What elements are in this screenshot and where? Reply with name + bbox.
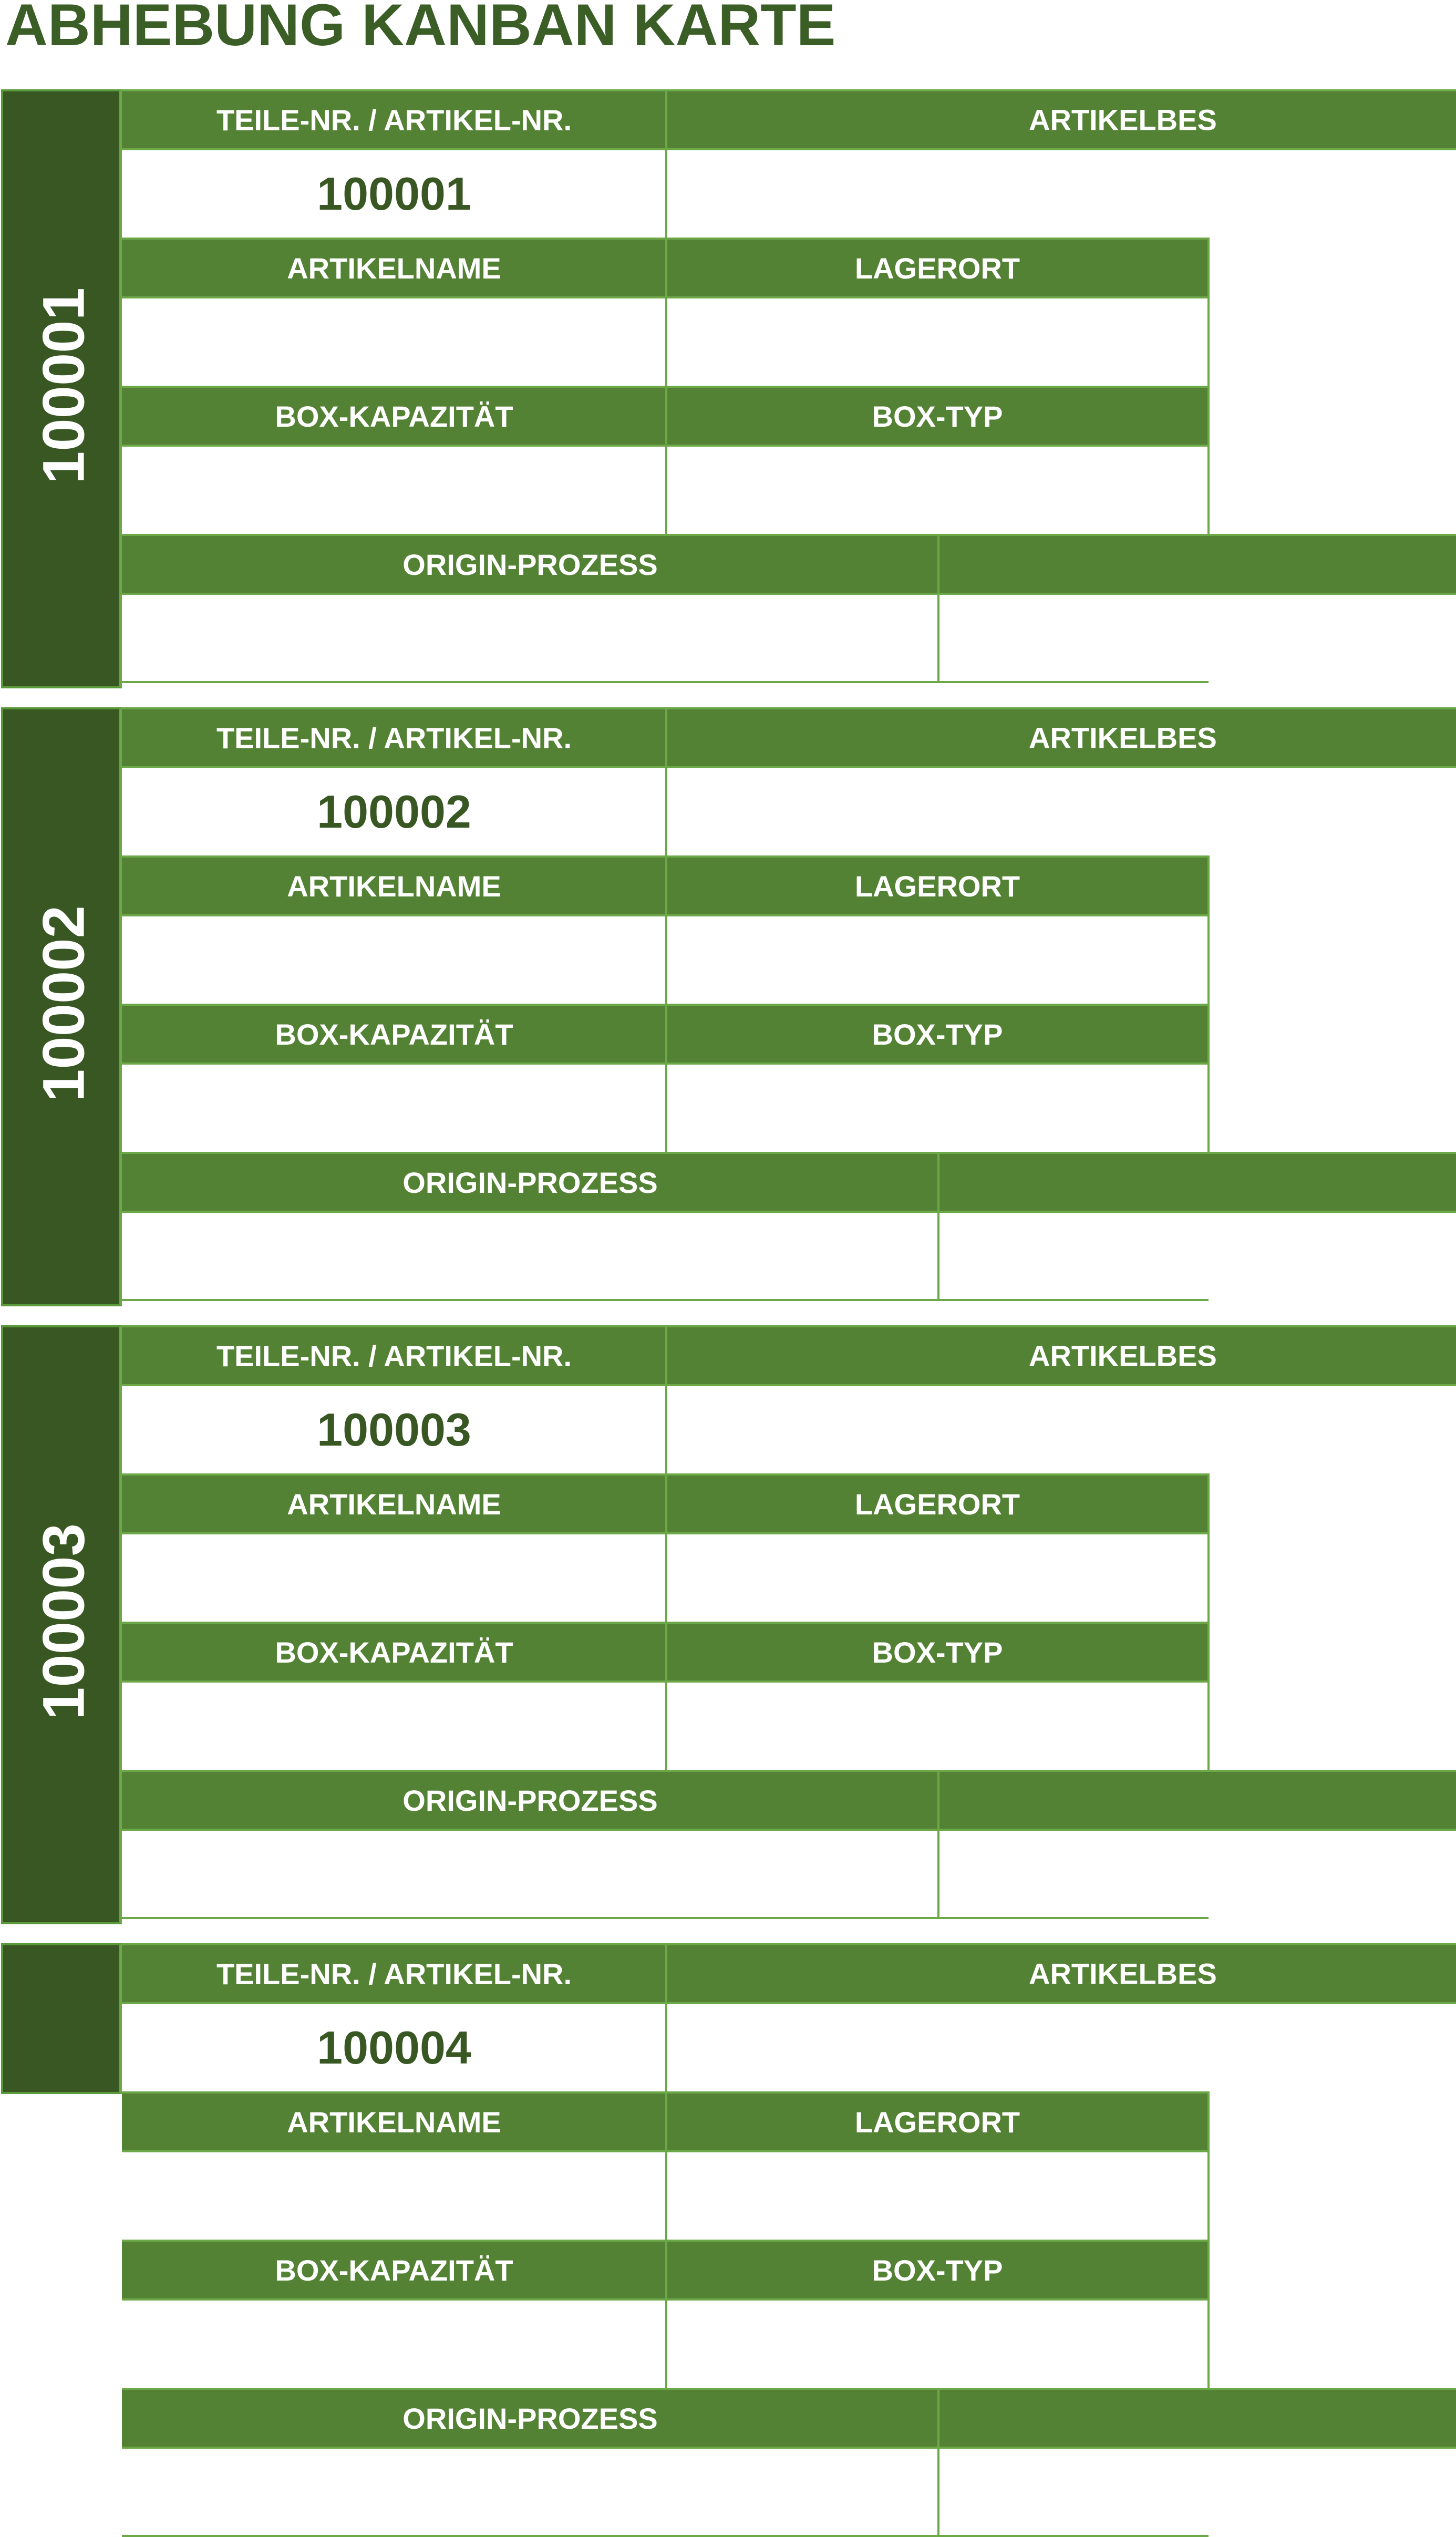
description-value[interactable]: [666, 2004, 1209, 2091]
part-number-text: 100004: [317, 2022, 471, 2074]
box-type-header: BOX-TYP: [666, 1622, 1209, 1683]
box-type-header: BOX-TYP: [666, 386, 1209, 447]
page-title: ABHEBUNG KANBAN KARTE: [5, 0, 836, 58]
box-capacity-value[interactable]: [122, 1065, 666, 1152]
kanban-card: [0, 1943, 1456, 2435]
box-capacity-header: BOX-KAPAZITÄT: [122, 386, 666, 447]
description-header: [666, 1325, 1456, 1386]
part-number-text: 100003: [317, 1404, 471, 1456]
item-name-value[interactable]: [122, 298, 666, 386]
location-value[interactable]: [666, 298, 1209, 386]
box-capacity-value[interactable]: [122, 447, 666, 534]
box-type-header: BOX-TYP: [666, 2240, 1209, 2301]
box-capacity-header: BOX-KAPAZITÄT: [122, 1622, 666, 1683]
second-header-cell: [938, 1152, 1456, 1213]
location-header: LAGERORT: [666, 855, 1209, 916]
card-sidebar-number: 100001: [30, 287, 97, 484]
origin-process-value[interactable]: [122, 1831, 938, 1918]
location-header: LAGERORT: [666, 238, 1209, 298]
item-name-header: ARTIKELNAME: [122, 2091, 666, 2152]
origin-process-header: ORIGIN-PROZESS: [122, 1152, 938, 1213]
origin-process-header: ORIGIN-PROZESS: [122, 534, 938, 595]
description-header-label: ARTIKELBES: [1029, 721, 1217, 755]
box-type-header: BOX-TYP: [666, 1004, 1209, 1065]
box-type-value[interactable]: [666, 2301, 1209, 2388]
location-value[interactable]: [666, 1534, 1209, 1622]
box-type-value[interactable]: [666, 1065, 1209, 1152]
description-value[interactable]: [666, 768, 1209, 855]
part-number-header: TEILE-NR. / ARTIKEL-NR.: [122, 707, 666, 768]
box-type-value[interactable]: [666, 1683, 1209, 1770]
item-name-value[interactable]: [122, 1534, 666, 1622]
second-value-cell[interactable]: [938, 2449, 1209, 2536]
part-number-header: TEILE-NR. / ARTIKEL-NR.: [122, 1325, 666, 1386]
second-header-cell: [938, 2388, 1456, 2449]
kanban-card: [0, 89, 1456, 688]
box-capacity-header: BOX-KAPAZITÄT: [122, 2240, 666, 2301]
item-name-value[interactable]: [122, 2152, 666, 2240]
origin-process-value[interactable]: [122, 2449, 938, 2536]
item-name-header: ARTIKELNAME: [122, 238, 666, 298]
origin-process-header: ORIGIN-PROZESS: [122, 2388, 938, 2449]
description-header: [666, 707, 1456, 768]
second-header-cell: [938, 1770, 1456, 1831]
card-sidebar: [1, 89, 122, 688]
card-sidebar-number: 100004: [30, 2141, 97, 2338]
part-number-header: TEILE-NR. / ARTIKEL-NR.: [122, 1943, 666, 2004]
card-sidebar: [1, 707, 122, 1306]
origin-process-header: ORIGIN-PROZESS: [122, 1770, 938, 1831]
part-number-value[interactable]: [122, 2004, 666, 2091]
description-header: [666, 1943, 1456, 2004]
description-header-label: ARTIKELBES: [1029, 1339, 1217, 1373]
item-name-value[interactable]: [122, 916, 666, 1004]
box-capacity-value[interactable]: [122, 1683, 666, 1770]
kanban-card: [0, 707, 1456, 1306]
description-value[interactable]: [666, 1386, 1209, 1473]
part-number-value[interactable]: [122, 1386, 666, 1473]
description-value[interactable]: [666, 150, 1209, 238]
part-number-header: TEILE-NR. / ARTIKEL-NR.: [122, 89, 666, 150]
description-header: [666, 89, 1456, 150]
origin-process-value[interactable]: [122, 1213, 938, 1300]
card-sidebar: [1, 1943, 122, 2338]
item-name-header: ARTIKELNAME: [122, 1473, 666, 1534]
box-type-value[interactable]: [666, 447, 1209, 534]
card-sidebar: [1, 1325, 122, 1924]
card-sidebar-number: 100003: [30, 1523, 97, 1720]
location-header: LAGERORT: [666, 1473, 1209, 1534]
kanban-card: [0, 1325, 1456, 1924]
description-header-label: ARTIKELBES: [1029, 103, 1217, 137]
item-name-header: ARTIKELNAME: [122, 855, 666, 916]
second-header-cell: [938, 534, 1456, 595]
location-value[interactable]: [666, 916, 1209, 1004]
location-header: LAGERORT: [666, 2091, 1209, 2152]
second-value-cell[interactable]: [938, 595, 1209, 682]
part-number-value[interactable]: [122, 150, 666, 238]
description-header-label: ARTIKELBES: [1029, 1957, 1217, 1991]
part-number-value[interactable]: [122, 768, 666, 855]
box-capacity-value[interactable]: [122, 2301, 666, 2388]
second-value-cell[interactable]: [938, 1831, 1209, 1918]
box-capacity-header: BOX-KAPAZITÄT: [122, 1004, 666, 1065]
card-sidebar-number: 100002: [30, 905, 97, 1102]
part-number-text: 100001: [317, 168, 471, 220]
second-value-cell[interactable]: [938, 1213, 1209, 1300]
part-number-text: 100002: [317, 786, 471, 838]
origin-process-value[interactable]: [122, 595, 938, 682]
location-value[interactable]: [666, 2152, 1209, 2240]
